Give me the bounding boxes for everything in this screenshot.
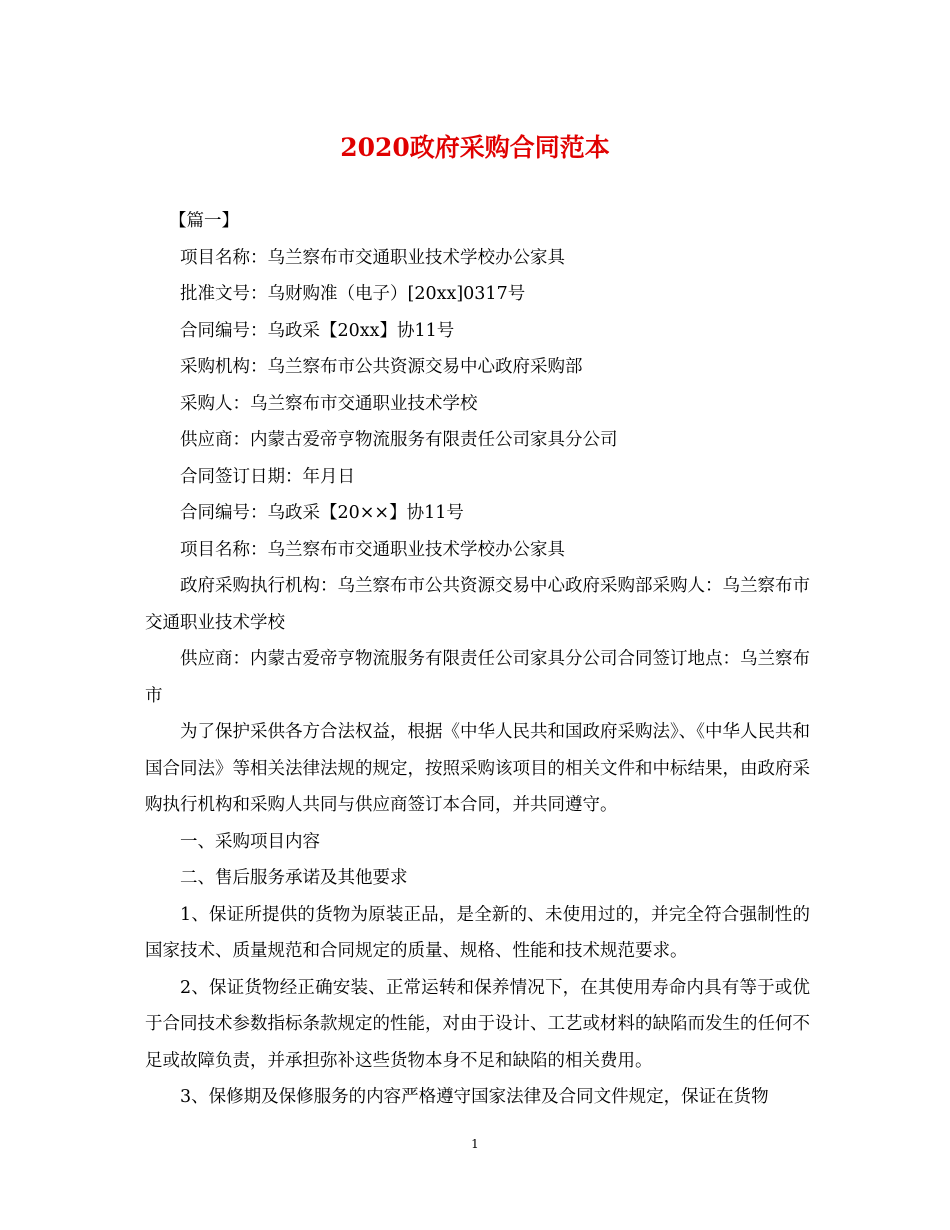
document-body [145,203,810,1116]
paragraph: 合同编号：乌政采【20××】协11号 [180,503,464,523]
paragraph: 一、采购项目内容 [180,831,320,852]
paragraph: 采购机构：乌兰察布市公共资源交易中心政府采购部 [180,357,583,377]
paragraph: 为了保护采供各方合法权益，根据《中华人民共和国政府采购法》、《中华人民共和国合同法》等相关法律法规的规定，按照采购该项目的相关文件和中标结果，由政府采购执行机构和采购人共同与供应商签订本合同，并共同遵守。 [145,722,810,815]
paragraph: 供应商：内蒙古爱帝亨物流服务有限责任公司家具分公司 [180,430,618,450]
paragraph: 2、保证货物经正确安装、正常运转和保养情况下，在其使用寿命内具有等于或优于合同技术参数指标条款规定的性能，对由于设计、工艺或材料的缺陷而发生的任何不足或故障负责，并承担弥补这些货物本身不足和缺陷的相关费用。 [145,977,810,1071]
paragraph: 政府采购执行机构：乌兰察布市公共资源交易中心政府采购部采购人：乌兰察布市交通职业技术学校 [145,576,810,633]
paragraph: 1、保证所提供的货物为原装正品，是全新的、未使用过的，并完全符合强制性的国家技术、质量规范和合同规定的质量、规格、性能和技术规范要求。 [145,904,810,961]
section-heading: 【篇一】 [169,211,239,231]
paragraph: 项目名称：乌兰察布市交通职业技术学校办公家具 [180,539,565,560]
page-number: 1 [471,1137,479,1151]
paragraph: 合同编号：乌政采【20xx】协11号 [180,320,455,341]
paragraph: 采购人：乌兰察布市交通职业技术学校 [180,393,478,414]
paragraph: 二、售后服务承诺及其他要求 [180,868,408,888]
paragraph: 供应商：内蒙古爱帝亨物流服务有限责任公司家具分公司合同签订地点：乌兰察布市 [145,649,810,706]
document-title: 2020政府采购合同范本 [340,133,610,162]
paragraph: 批准文号：乌财购准（电子）[20xx]0317号 [180,284,526,304]
paragraph: 项目名称：乌兰察布市交通职业技术学校办公家具 [180,247,565,268]
paragraph: 3、保修期及保修服务的内容严格遵守国家法律及合同文件规定，保证在货物 [180,1087,769,1107]
paragraph: 合同签订日期：年月日 [180,466,355,487]
